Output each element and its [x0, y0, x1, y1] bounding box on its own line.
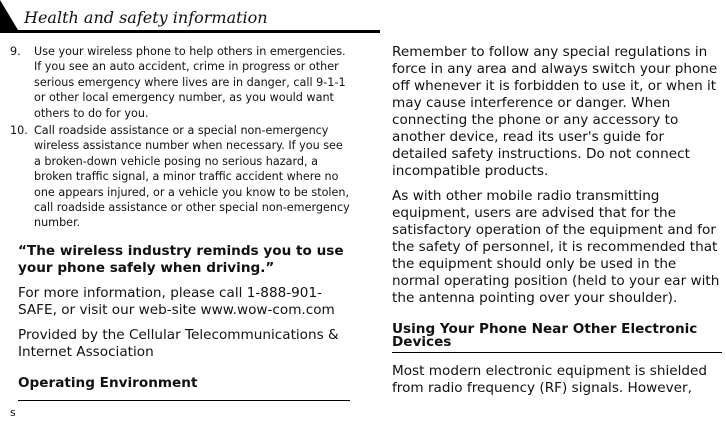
more-info-paragraph: For more information, please call 1-888-901-SAFE, or visit our web-site www.wow-com.com	[18, 284, 335, 318]
provided-by-paragraph: Provided by the Cellular Telecommunications & Internet Association	[18, 326, 339, 360]
radio-equipment-paragraph: As with other mobile radio transmitting equipment, users are advised that for the satisfactory operation of the equipment and for the safety of personnel, it is recommended that the equipment should only be used in the normal operating position (held to your ear with the antenna pointing over your shoulder).	[392, 188, 720, 306]
right-column	[392, 44, 722, 405]
section-heading-operating-environment: Operating Environment	[18, 377, 350, 401]
regulations-paragraph: Remember to follow any special regulations in force in any area and always switch your phone off whenever it is forbidden to use it, or when it may cause interference or danger. When connecting the phone or any accessory to another device, read its user's guide for detailed safety instructions. Do not connect incompatible products.	[392, 44, 718, 179]
header-wedge-decoration	[0, 0, 18, 30]
list-item-number: 9.	[10, 45, 21, 58]
list-item-number: 10.	[10, 124, 28, 138]
list-item	[10, 44, 352, 121]
safety-tips-list	[10, 44, 352, 231]
shielding-paragraph: Most modern electronic equipment is shielded from radio frequency (RF) signals. However,	[392, 363, 708, 396]
left-column	[10, 44, 352, 401]
section-heading-electronic-devices: Using Your Phone Near Other Electronic Devices	[392, 323, 722, 353]
list-item-text: Use your wireless phone to help others in emergencies. If you see an auto accident, crime in progress or other serious emergency where lives are in danger, call 9-1-1 or other local emergency number, as you would want others to do for you.	[34, 45, 346, 120]
list-item	[10, 123, 352, 231]
list-item-text: Call roadside assistance or a special non-emergency wireless assistance number when necessary. If you see a broken-down vehicle posing no serious hazard, a broken traffic signal, a minor traffic accident where no one appears injured, or a vehicle you know to be stolen, call roadside assistance or other special non-emergency number.	[34, 124, 350, 230]
page-header	[0, 0, 726, 36]
header-rule	[0, 30, 380, 33]
page-title: Health and safety information	[24, 8, 268, 27]
page-number: s	[10, 406, 16, 419]
industry-reminder-quote: “The wireless industry reminds you to use your phone safely when driving.”	[18, 242, 344, 276]
